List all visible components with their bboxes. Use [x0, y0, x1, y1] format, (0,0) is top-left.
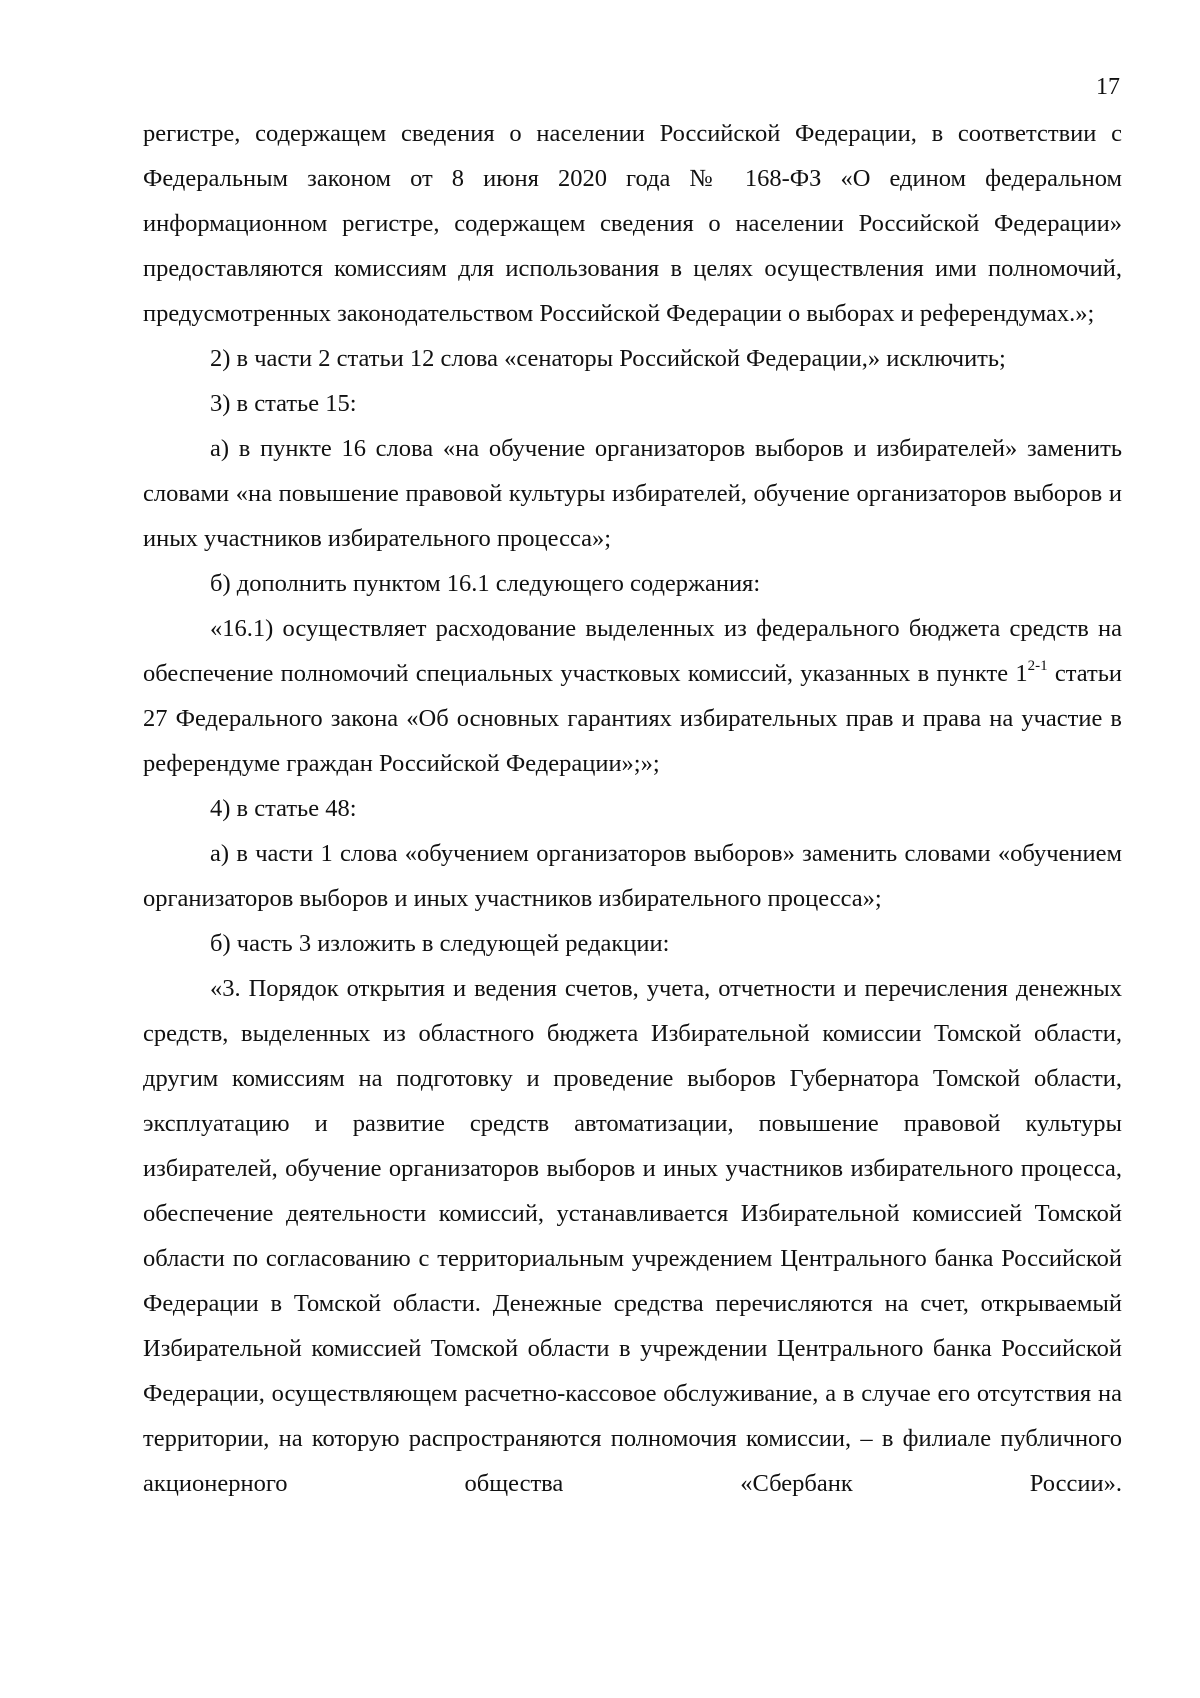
clause-16-1-text-after: статьи 27 Федерального закона «Об основных гарантиях избирательных прав и права на участие в референдуме граждан Российской Федерации»;»;	[143, 660, 1122, 777]
paragraph-part-3-new-wording: «3. Порядок открытия и ведения счетов, учета, отчетности и перечисления денежных средств, выделенных из областного бюджета Избирательной комиссии Томской области, другим комиссиям на подготовку и проведение выборов Губернатора Томской области, эксплуатацию и развитие средств автоматизации, повышение правовой культуры избирателей, обучение организаторов выборов и иных участников избирательного процесса, обеспечение деятельности комиссий, устанавливается Избирательной комиссией Томской области по согласованию с территориальным учреждением Центрального банка Российской Федерации в Томской области. Денежные средства перечисляются на счет, открываемый Избирательной комиссией Томской области в учреждении Центрального банка Российской Федерации, осуществляющем расчетно-кассовое обслуживание, а в случае его отсутствия на территории, на которую распространяются полномочия комиссии, – в филиале публичного акционерного общества «Сбербанк России».	[143, 975, 1122, 1497]
paragraph-item-3a: а) в пункте 16 слова «на обучение организаторов выборов и избирателей» заменить словами «на повышение правовой культуры избирателей, обучение организаторов выборов и иных участников избирательного процесса»;	[143, 435, 1122, 552]
paragraph-register-continuation: регистре, содержащем сведения о населении Российской Федерации, в соответствии с Федеральным законом от 8 июня 2020 года № 168-ФЗ «О едином федеральном информационном регистре, содержащем сведения о населении Российской Федерации» предоставляются комиссиям для использования в целях осуществления ими полномочий, предусмотренных законодательством Российской Федерации о выборах и референдумах.»;	[143, 120, 1122, 327]
paragraph-item-3b: б) дополнить пунктом 16.1 следующего содержания:	[210, 570, 761, 597]
paragraph-item-4a: а) в части 1 слова «обучением организаторов выборов» заменить словами «обучением организаторов выборов и иных участников избирательного процесса»;	[143, 840, 1122, 912]
document-body	[143, 111, 1122, 1506]
paragraph-item-2: 2) в части 2 статьи 12 слова «сенаторы Российской Федерации,» исключить;	[210, 345, 1006, 372]
paragraph-item-3: 3) в статье 15:	[210, 390, 357, 417]
paragraph-clause-16-1	[143, 606, 1122, 786]
clause-16-1-superscript: 2-1	[1027, 657, 1048, 674]
page-number: 17	[1096, 74, 1120, 100]
paragraph-item-4b: б) часть 3 изложить в следующей редакции:	[210, 930, 670, 957]
paragraph-item-4: 4) в статье 48:	[210, 795, 357, 822]
clause-16-1-text-before: «16.1) осуществляет расходование выделенных из федерального бюджета средств на обеспечение полномочий специальных участковых комиссий, указанных в пункте 1	[143, 615, 1122, 687]
